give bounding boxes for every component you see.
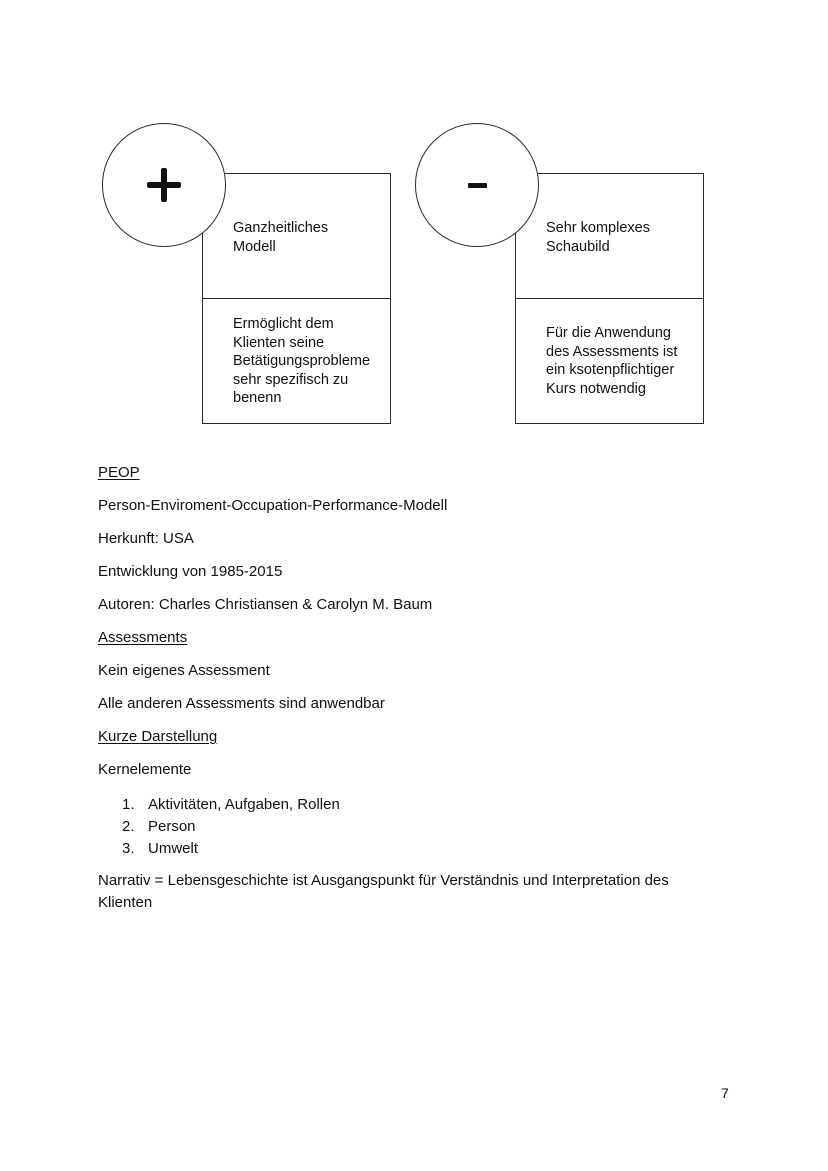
page-number: 7 <box>721 1085 729 1101</box>
cons-detail-line: Für die Anwendung <box>546 325 671 341</box>
cons-detail-line: ein ksotenpflichtiger <box>546 362 675 378</box>
list-text: Aktivitäten, Aufgaben, Rollen <box>148 796 340 813</box>
pros-detail-cell <box>203 299 390 423</box>
model-full-name: Person-Enviroment-Occupation-Performance-Modell <box>98 497 448 514</box>
list-number: 3. <box>122 840 135 857</box>
authors-text: Autoren: Charles Christiansen & Carolyn M. Baum <box>98 596 433 613</box>
core-elements-label: Kernelemente <box>98 761 192 778</box>
pros-box <box>202 173 391 424</box>
pros-detail-line: sehr spezifisch zu <box>233 371 349 388</box>
cons-summary-line: Schaubild <box>546 238 610 255</box>
pros-detail-line: Betätigungsprobleme <box>233 353 371 369</box>
list-item <box>122 816 340 838</box>
list-item <box>122 794 340 816</box>
development-text: Entwicklung von 1985-2015 <box>98 563 283 580</box>
minus-icon <box>468 183 487 188</box>
section-heading-short: Kurze Darstellung <box>98 728 218 745</box>
cons-detail-line: des Assessments ist <box>546 343 678 360</box>
section-heading-assessments: Assessments <box>98 629 188 646</box>
cons-detail-cell <box>516 299 703 423</box>
cons-box <box>515 173 704 424</box>
list-text: Person <box>148 818 196 835</box>
cons-summary-cell <box>516 174 703 299</box>
plus-icon <box>147 168 181 202</box>
pros-summary-cell <box>203 174 390 299</box>
list-item <box>122 838 340 860</box>
assessment-note-1: Kein eigenes Assessment <box>98 662 270 679</box>
cons-detail-line: Kurs notwendig <box>546 380 646 397</box>
core-elements-list <box>122 794 340 860</box>
list-text: Umwelt <box>148 840 199 857</box>
list-number: 1. <box>122 796 135 813</box>
cons-summary-line: Sehr komplexes <box>546 220 650 236</box>
cons-circle <box>415 123 539 247</box>
pros-detail-line: Klienten seine <box>233 334 325 351</box>
pros-summary-line: Ganzheitliches <box>233 220 329 236</box>
pros-summary-line: Modell <box>233 238 276 255</box>
pros-circle <box>102 123 226 247</box>
narrative-line-2: Klienten <box>98 894 153 911</box>
assessment-note-2: Alle anderen Assessments sind anwendbar <box>98 695 385 712</box>
list-number: 2. <box>122 818 135 835</box>
narrative-line-1: Narrativ = Lebensgeschichte ist Ausgangspunkt für Verständnis und Interpretation des <box>98 872 669 889</box>
pros-detail-line: Ermöglicht dem <box>233 316 334 332</box>
section-heading-peop: PEOP <box>98 464 140 481</box>
origin-text: Herkunft: USA <box>98 530 194 547</box>
pros-detail-line: benenn <box>233 390 282 406</box>
